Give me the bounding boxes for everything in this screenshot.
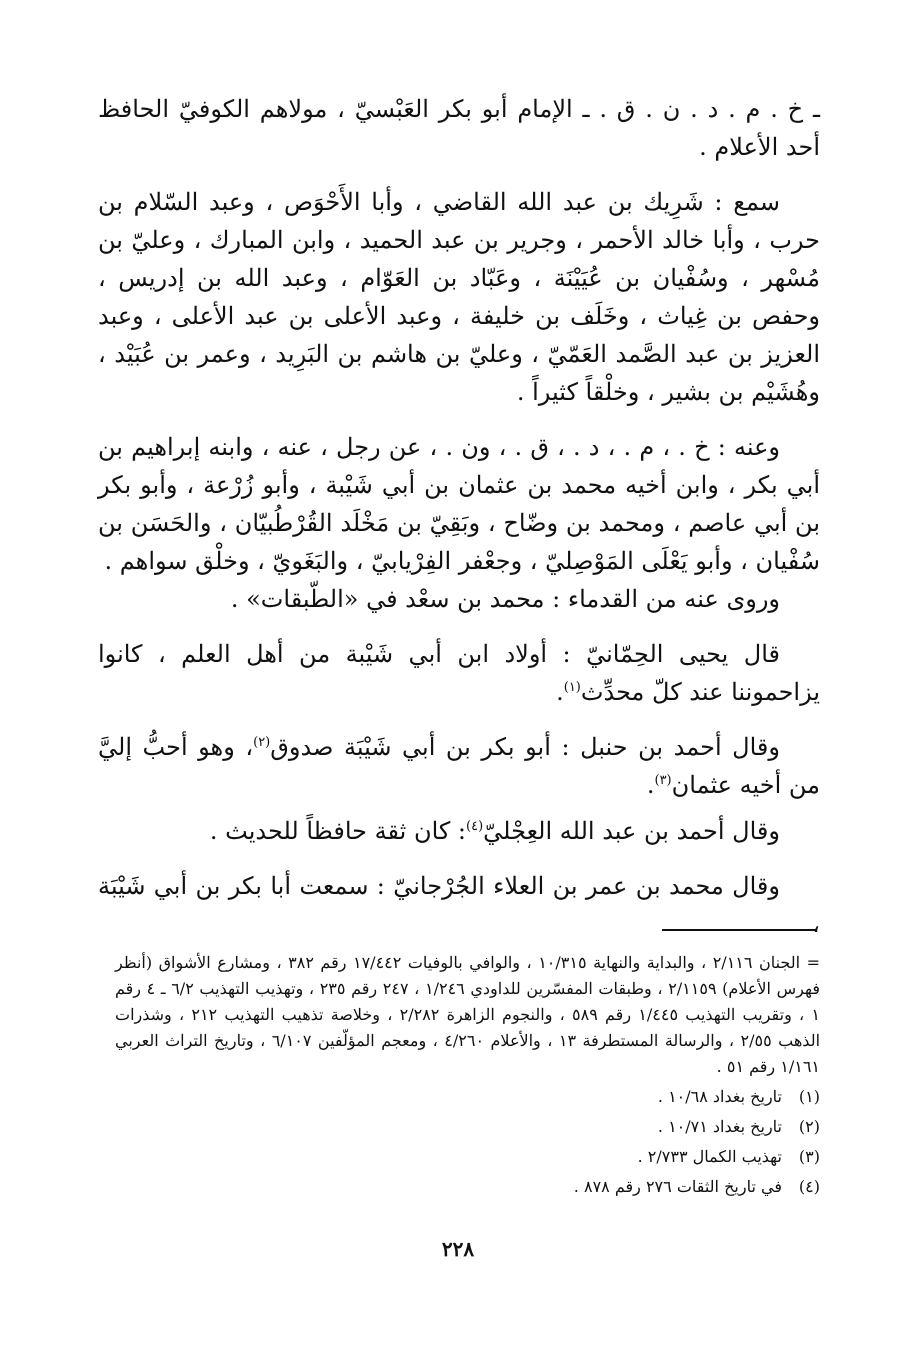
paragraph-ahmad-ibn-hanbal-quote — [98, 728, 820, 804]
paragraph-early-narrators: وروى عنه من القدماء : محمد بن سعْد في «الطّبقات» . — [230, 585, 780, 613]
quote-text: وقال أحمد بن عبد الله العِجْليّ — [483, 817, 780, 845]
footnote-item — [115, 1174, 820, 1200]
footnote-number: (٣) — [798, 1147, 820, 1166]
paragraph-teachers: سمع : شَرِيك بن عبد الله القاضي ، وأبا الأَحْوَص ، وعبد السّلام بن حرب ، وأبا خالد الأحمر ، وجرير بن عبد الحميد ، وابن المبارك ، وعليّ بن مُسْهر ، وسُفْيان بن عُيَيْنَة ، وعَبّاد بن العَوّام ، وعبد الله بن إدريس ، وحفص بن غِياث ، وخَلَف بن خليفة ، وعبد الأعلى بن عبد الأعلى ، وعبد العزيز بن عبد الصَّمد العَمّيّ ، وعليّ بن هاشم بن البَرِيد ، وعمر بن عُبَيْد ، وهُشَيْم بن بشير ، وخلْقاً كثيراً . — [98, 188, 820, 406]
footnote-reference[interactable]: (١) — [563, 680, 581, 695]
quote-text: وقال أحمد بن حنبل : أبو بكر بن أبي شَيْبَة صدوق — [270, 733, 780, 761]
footnote-number: (٤) — [798, 1177, 820, 1196]
footnote-item — [115, 1084, 820, 1110]
paragraph-biography-intro: ـ خ . م . د . ن . ق . ـ الإمام أبو بكر العَبْسيّ ، مولاهم الكوفيّ الحافظ أحد الأعلام . — [98, 95, 820, 161]
quote-end: : كان ثقة حافظاً للحديث . — [209, 817, 467, 845]
paragraph-jurjani-quote: وقال محمد بن عمر بن العلاء الجُرْجانيّ : سمعت أبا بكر بن أبي شَيْبَة ، — [98, 872, 820, 938]
footnote-reference[interactable]: (٢) — [253, 735, 271, 750]
footnote-item — [115, 1114, 820, 1140]
quote-end: . — [646, 771, 655, 799]
footnote-text: تاريخ بغداد ١٠/٦٨ . — [657, 1087, 782, 1106]
footnote-text: في تاريخ الثقات ٢٧٦ رقم ٨٧٨ . — [573, 1177, 782, 1196]
main-text — [98, 90, 820, 943]
paragraph-himmani-quote — [98, 635, 820, 711]
page-number: ٢٢٨ — [441, 1237, 475, 1261]
quote-end: . — [556, 678, 564, 706]
footnote-reference[interactable]: (٣) — [654, 773, 672, 788]
footnote-text: تاريخ بغداد ١٠/٧١ . — [657, 1117, 782, 1136]
footnote-item — [115, 1144, 820, 1170]
footnote-text: تهذيب الكمال ٢/٧٣٣ . — [637, 1147, 782, 1166]
quote-text: ، وهو أحبُّ إليَّ من أخيه عثمان — [98, 733, 820, 799]
footnote-number: (١) — [798, 1087, 820, 1106]
quote-text: قال يحيى الحِمّانيّ : أولاد ابن أبي شَيْبة من أهل العلم ، كانوا يزاحموننا عند كلّ محدِّث — [98, 640, 820, 706]
footnotes — [115, 950, 820, 1200]
paragraph-students: وعنه : خ . ، م . ، د . ، ق . ، ون . ، عن رجل ، عنه ، وابنه إبراهيم بن أبي بكر ، وابن أخيه محمد بن عثمان بن أبي شَيْبة ، وأبو زُرْعة ، وأبو بكر بن أبي عاصم ، ومحمد بن وضّاح ، وبَقِيّ بن مَخْلَد القُرْطُبيّان ، والحَسَن بن سُفْيان ، وأبو يَعْلَى المَوْصِليّ ، وجعْفر الفِرْيابيّ ، والبَغَويّ ، وخلْق سواهم . — [98, 433, 820, 575]
footnote-continuation: = الجنان ٢/١١٦ ، والبداية والنهاية ١٠/٣١٥ ، والوافي بالوفيات ١٧/٤٤٢ رقم ٣٨٢ ، ومشارع الأشواق (أنظر فهرس الأعلام) ٢/١١٥٩ ، وطبقات المفسّرين للداودي ١/٢٤٦ ، ٢٤٧ رقم ٢٣٥ ، وتهذيب التهذيب ٦/٢ ـ ٤ رقم ١ ، وتقريب التهذيب ١/٤٤٥ رقم ٥٨٩ ، والنجوم الزاهرة ٢/٢٨٢ ، وخلاصة تذهيب التهذيب ٢١٢ ، وشذرات الذهب ٢/٥٥ ، والرسالة المستطرفة ١٣ ، والأعلام ٤/٢٦٠ ، ومعجم المؤلّفين ٦/١٠٧ ، وتاريخ التراث العربي ١/١٦١ رقم ٥١ . — [115, 953, 821, 1076]
footnote-number: (٢) — [798, 1117, 820, 1136]
footnote-reference[interactable]: (٤) — [466, 819, 484, 834]
footnote-separator — [662, 929, 816, 931]
paragraph-ijli-quote — [98, 812, 820, 850]
